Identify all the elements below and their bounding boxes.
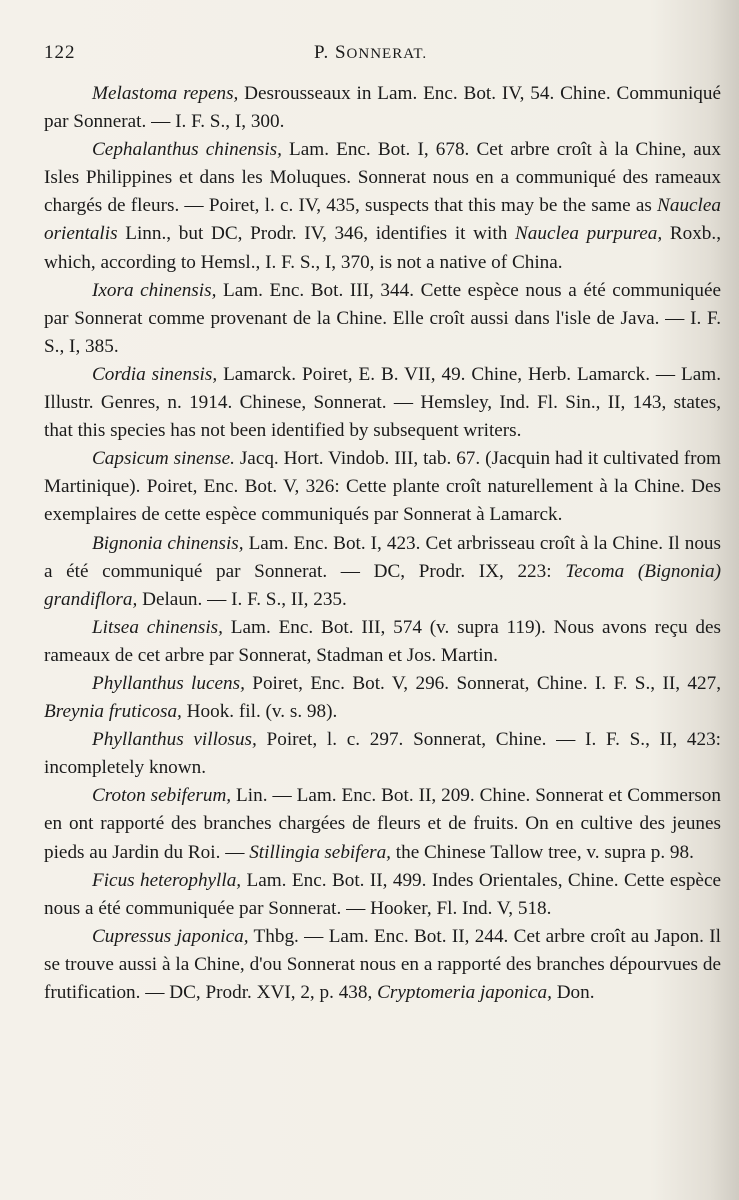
running-head <box>314 42 427 64</box>
taxon-name: Tecoma (Bignonia) grandiflora, <box>44 560 721 610</box>
running-head-smallcaps: ONNERAT. <box>346 46 428 62</box>
entry-text: Lam. Enc. Bot. III, 344. Cette espèce nous a été communiquée par Sonnerat comme provenant de la Chine. Elle croît aussi dans l'isle de Java. — I. F. S., I, 385. <box>44 279 721 357</box>
taxon-name: Melastoma repens, <box>92 83 239 104</box>
taxon-name: Cupressus japonica, <box>92 925 249 947</box>
running-head-initial: P. S <box>314 42 347 63</box>
taxon-name: Ixora chinensis, <box>92 279 217 301</box>
entry-text: Lam. Enc. Bot. I, 678. Cet arbre croît à la Chine, aux Isles Philippines et dans les Moluques. Sonnerat nous en a communiqué des rameaux chargés de fleurs. — Poiret, l. c. IV, 435, suspects that this may be the same as <box>44 139 721 217</box>
taxon-name: Cryptomeria japonica, <box>377 982 552 1003</box>
entry-text: the Chinese Tallow tree, v. supra p. 98. <box>390 841 694 863</box>
entry-text: Poiret, l. c. 297. Sonnerat, Chine. — I. F. S., II, 423: incompletely known. <box>44 729 722 779</box>
taxon-name: Litsea chinensis, <box>92 616 223 638</box>
taxon-name: Phyllanthus lucens, <box>92 672 245 694</box>
entry-melastoma-repens <box>44 80 721 136</box>
entry-capsicum-sinense <box>44 445 721 529</box>
entry-text: Linn., but DC, Prodr. IV, 346, identifies it with <box>117 223 515 245</box>
taxon-name: Phyllanthus villosus, <box>92 729 257 751</box>
entry-text: Hook. fil. (v. s. 98). <box>181 701 338 723</box>
entry-text: Poiret, Enc. Bot. V, 296. Sonnerat, Chine. I. F. S., II, 427, <box>244 672 722 694</box>
taxon-name: Cephalanthus chinensis, <box>92 139 282 161</box>
entry-text: Lam. Enc. Bot. I, 423. Cet arbrisseau croît à la Chine. Il nous a été communiqué par Sonnerat. — DC, Prodr. IX, 223: <box>44 532 721 582</box>
taxon-name: Breynia fruticosa, <box>44 701 182 723</box>
entry-cupressus-japonica <box>44 923 721 1007</box>
entry-ficus-heterophylla <box>44 867 721 923</box>
entry-text: Delaun. — I. F. S., II, 235. <box>137 588 347 610</box>
entry-litsea-chinensis <box>44 614 721 670</box>
taxon-name: Cordia sinensis, <box>92 363 218 385</box>
taxon-name: Capsicum sinense. <box>92 448 235 470</box>
entry-cordia-sinensis <box>44 361 721 445</box>
page-header <box>44 42 723 72</box>
entry-text: Don. <box>551 982 595 1003</box>
entry-text: Lam. Enc. Bot. II, 499. Indes Orientales, Chine. Cette espèce nous a été communiquée par Sonnerat. — Hooker, Fl. Ind. V, 518. <box>44 869 721 919</box>
entry-croton-sebiferum <box>44 782 721 866</box>
entry-ixora-chinensis <box>44 277 721 361</box>
entry-cephalanthus-chinensis <box>44 136 721 276</box>
entry-text: Lam. Enc. Bot. III, 574 (v. supra 119). Nous avons reçu des rameaux de cet arbre par Sonnerat, Stadman et Jos. Martin. <box>44 616 721 666</box>
taxon-name: Bignonia chinensis, <box>92 532 244 554</box>
entry-phyllanthus-villosus <box>44 726 721 782</box>
taxon-name: Ficus heterophylla, <box>92 869 242 891</box>
page-number: 122 <box>44 42 76 63</box>
entry-text: Lamarck. Poiret, E. B. VII, 49. Chine, Herb. Lamarck. — Lam. Illustr. Genres, n. 1914. Chinese, Sonnerat. — Hemsley, Ind. Fl. Sin., II, 143, states, that this species has not been identified by subsequent writers. <box>44 363 721 442</box>
entry-text: Thbg. — Lam. Enc. Bot. II, 244. Cet arbre croît au Japon. Il se trouve aussi à la Chine, d'ou Sonnerat nous en a rapporté des branches dépourvues de frutification. — DC, Prodr. XVI, 2, p. 438, <box>44 925 721 1003</box>
page-body <box>44 80 721 1007</box>
entry-text: Jacq. Hort. Vindob. III, tab. 67. (Jacquin had it cultivated from Martinique). Poiret, Enc. Bot. V, 326: Cette plante croît naturellement à la Chine. Des exemplaires de cette espèce communiqués par Sonnerat à Lamarck. <box>44 448 721 526</box>
entry-text: Desrousseaux in Lam. Enc. Bot. IV, 54. Chine. Communiqué par Sonnerat. — I. F. S., I, 300. <box>44 83 722 133</box>
taxon-name: Nauclea orientalis <box>44 195 721 245</box>
taxon-name: Stillingia sebifera, <box>249 841 391 863</box>
taxon-name: Nauclea purpurea, <box>514 223 663 245</box>
taxon-name: Croton sebiferum, <box>92 785 232 807</box>
entry-bignonia-chinensis <box>44 530 721 614</box>
entry-text: Roxb., which, according to Hemsl., I. F. S., I, 370, is not a native of China. <box>44 223 721 273</box>
entry-phyllanthus-lucens <box>44 670 721 726</box>
entry-text: Lin. — Lam. Enc. Bot. II, 209. Chine. Sonnerat et Commerson en ont rapporté des branches chargées de fleurs et de fruits. On en cultive des jeunes pieds au Jardin du Roi. — <box>44 785 721 863</box>
